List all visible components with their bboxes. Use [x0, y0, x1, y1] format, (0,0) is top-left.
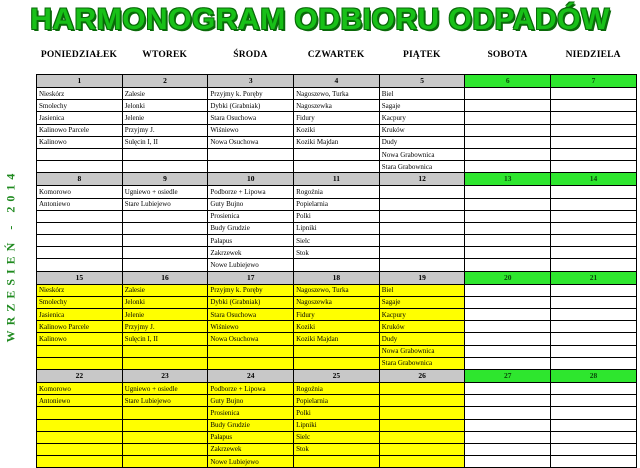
table-cell: Dybki (Grabniak) — [208, 100, 294, 112]
table-cell — [122, 431, 208, 443]
table-cell: Rogoźnia — [294, 382, 380, 394]
table-cell: Rogoźnia — [294, 186, 380, 198]
day-header-5: PIĄTEK — [402, 50, 441, 60]
week-1-day-numbers — [37, 75, 637, 88]
table-cell — [465, 259, 551, 271]
month-label-text: WRZESIEŃ - 2014 — [3, 168, 18, 342]
table-cell — [37, 222, 123, 234]
table-cell: Nowa Osuchowa — [208, 333, 294, 345]
table-row — [37, 148, 637, 160]
week-4-day-numbers — [37, 369, 637, 382]
table-cell — [37, 431, 123, 443]
table-cell — [465, 112, 551, 124]
table-cell — [465, 395, 551, 407]
day-number: 25 — [294, 369, 380, 382]
table-cell — [379, 407, 465, 419]
table-cell — [37, 259, 123, 271]
table-row — [37, 456, 637, 468]
table-cell — [379, 222, 465, 234]
table-cell — [465, 309, 551, 321]
table-cell — [465, 284, 551, 296]
table-cell — [294, 259, 380, 271]
table-cell — [37, 407, 123, 419]
table-cell: Zakrzewek — [208, 247, 294, 259]
table-cell — [465, 124, 551, 136]
table-cell: Dybki (Grabniak) — [208, 296, 294, 308]
table-row — [37, 259, 637, 271]
table-cell — [551, 407, 637, 419]
table-cell — [465, 222, 551, 234]
table-cell: Sagaje — [379, 296, 465, 308]
table-cell — [465, 419, 551, 431]
table-cell: Smolechy — [37, 296, 123, 308]
table-cell — [551, 357, 637, 369]
table-cell — [551, 186, 637, 198]
table-cell: Kalinowo Parcele — [37, 321, 123, 333]
day-number: 22 — [37, 369, 123, 382]
table-cell: Nagoszewo, Turka — [294, 88, 380, 100]
table-cell: Podborze + Lipowa — [208, 382, 294, 394]
table-cell: Popielarnia — [294, 395, 380, 407]
table-row — [37, 345, 637, 357]
table-cell: Sulęcin I, II — [122, 333, 208, 345]
table-cell — [379, 259, 465, 271]
table-cell: Stara Grabownica — [379, 357, 465, 369]
day-header-4: CZWARTEK — [307, 50, 365, 60]
day-number: 5 — [379, 75, 465, 88]
table-cell — [379, 443, 465, 455]
table-cell: Biel — [379, 284, 465, 296]
table-cell — [37, 443, 123, 455]
table-cell — [551, 431, 637, 443]
table-row — [37, 247, 637, 259]
day-number: 12 — [379, 173, 465, 186]
table-cell — [465, 296, 551, 308]
table-cell: Nagoszewo, Turka — [294, 284, 380, 296]
table-row — [37, 407, 637, 419]
day-number: 7 — [551, 75, 637, 88]
table-cell: Stara Osuchowa — [208, 112, 294, 124]
table-cell: Zakrzewek — [208, 443, 294, 455]
table-cell: Nagoszewka — [294, 100, 380, 112]
table-cell — [208, 148, 294, 160]
table-cell — [465, 148, 551, 160]
table-cell: Nowa Grabownica — [379, 345, 465, 357]
table-cell: Podborze + Lipowa — [208, 186, 294, 198]
day-number: 26 — [379, 369, 465, 382]
table-cell: Pałapus — [208, 235, 294, 247]
table-row — [37, 443, 637, 455]
table-cell — [379, 235, 465, 247]
table-cell: Guty Bujno — [208, 395, 294, 407]
table-cell: Guty Bujno — [208, 198, 294, 210]
table-row — [37, 431, 637, 443]
week-3-day-numbers — [37, 271, 637, 284]
table-cell: Jasienica — [37, 309, 123, 321]
day-number: 27 — [465, 369, 551, 382]
day-header-7: NIEDZIELA — [565, 50, 621, 60]
day-number: 21 — [551, 271, 637, 284]
table-cell — [465, 235, 551, 247]
table-cell: Przyjmy J. — [122, 124, 208, 136]
table-cell — [551, 419, 637, 431]
day-number: 3 — [208, 75, 294, 88]
page-title: HARMONOGRAM ODBIORU ODPADÓW — [30, 3, 610, 36]
table-row — [37, 124, 637, 136]
table-cell — [122, 357, 208, 369]
table-cell: Nieskórz — [37, 88, 123, 100]
table-cell — [551, 284, 637, 296]
table-row — [37, 235, 637, 247]
table-cell: Stok — [294, 443, 380, 455]
table-cell: Fidury — [294, 309, 380, 321]
table-row — [37, 321, 637, 333]
table-cell — [551, 235, 637, 247]
table-cell — [551, 296, 637, 308]
table-cell — [122, 456, 208, 468]
table-cell — [465, 357, 551, 369]
table-cell: Antoniewo — [37, 395, 123, 407]
table-cell — [122, 161, 208, 173]
day-number: 9 — [122, 173, 208, 186]
table-cell: Fidury — [294, 112, 380, 124]
table-cell — [465, 136, 551, 148]
table-cell — [379, 210, 465, 222]
table-cell: Koziki — [294, 124, 380, 136]
table-cell — [122, 148, 208, 160]
table-cell: Kruków — [379, 124, 465, 136]
day-number: 14 — [551, 173, 637, 186]
table-cell — [551, 382, 637, 394]
day-number: 24 — [208, 369, 294, 382]
table-cell — [294, 161, 380, 173]
day-number: 18 — [294, 271, 380, 284]
table-cell: Polki — [294, 407, 380, 419]
table-cell — [551, 222, 637, 234]
table-cell — [37, 357, 123, 369]
table-cell — [37, 210, 123, 222]
table-cell — [465, 443, 551, 455]
schedule-table — [36, 74, 637, 468]
table-cell: Polki — [294, 210, 380, 222]
table-cell: Popielarnia — [294, 198, 380, 210]
day-number: 8 — [37, 173, 123, 186]
table-row — [37, 88, 637, 100]
table-cell: Koziki Majdan — [294, 136, 380, 148]
table-cell: Stok — [294, 247, 380, 259]
day-header-2: WTOREK — [142, 50, 188, 60]
table-cell: Lipniki — [294, 419, 380, 431]
table-cell: Dudy — [379, 136, 465, 148]
table-cell — [379, 456, 465, 468]
table-cell: Zalesie — [122, 284, 208, 296]
table-cell — [122, 259, 208, 271]
week-2-day-numbers — [37, 173, 637, 186]
table-cell: Sielc — [294, 431, 380, 443]
table-cell — [465, 407, 551, 419]
day-header-3: ŚRODA — [233, 50, 268, 60]
table-cell — [551, 333, 637, 345]
table-cell: Ugniewo + osiedle — [122, 186, 208, 198]
table-cell — [379, 431, 465, 443]
table-cell — [379, 382, 465, 394]
table-row — [37, 284, 637, 296]
table-cell: Jelonki — [122, 100, 208, 112]
table-cell: Przyjmy J. — [122, 321, 208, 333]
table-cell: Stara Osuchowa — [208, 309, 294, 321]
table-cell — [37, 235, 123, 247]
table-cell: Wiśniewo — [208, 321, 294, 333]
table-cell: Zalesie — [122, 88, 208, 100]
table-cell — [122, 210, 208, 222]
table-cell — [551, 345, 637, 357]
table-cell: Nowa Grabownica — [379, 148, 465, 160]
table-cell: Przyjmy k. Poręby — [208, 284, 294, 296]
day-number: 1 — [37, 75, 123, 88]
table-cell: Stare Lubiejewo — [122, 395, 208, 407]
table-cell: Nowa Osuchowa — [208, 136, 294, 148]
table-cell: Dudy — [379, 333, 465, 345]
table-cell — [379, 395, 465, 407]
table-cell — [122, 443, 208, 455]
table-cell — [551, 247, 637, 259]
table-cell — [551, 112, 637, 124]
table-row — [37, 419, 637, 431]
table-cell — [465, 431, 551, 443]
table-cell — [551, 259, 637, 271]
day-number: 28 — [551, 369, 637, 382]
day-number: 15 — [37, 271, 123, 284]
table-cell — [465, 345, 551, 357]
table-row — [37, 357, 637, 369]
day-number: 17 — [208, 271, 294, 284]
table-cell — [465, 456, 551, 468]
table-cell: Budy Grudzie — [208, 222, 294, 234]
table-row — [37, 186, 637, 198]
table-cell — [551, 395, 637, 407]
table-cell: Ugniewo + osiedle — [122, 382, 208, 394]
day-number: 10 — [208, 173, 294, 186]
table-cell: Nagoszewka — [294, 296, 380, 308]
table-cell — [551, 456, 637, 468]
table-cell — [465, 321, 551, 333]
table-cell: Prosienica — [208, 210, 294, 222]
table-cell: Koziki — [294, 321, 380, 333]
table-cell — [37, 161, 123, 173]
table-cell — [294, 456, 380, 468]
table-cell: Komorowo — [37, 382, 123, 394]
table-cell — [122, 247, 208, 259]
table-cell: Antoniewo — [37, 198, 123, 210]
table-cell — [37, 345, 123, 357]
table-cell — [465, 382, 551, 394]
table-cell: Kruków — [379, 321, 465, 333]
table-row — [37, 161, 637, 173]
table-cell: Kacpury — [379, 309, 465, 321]
table-cell — [465, 161, 551, 173]
table-cell — [379, 186, 465, 198]
table-cell — [465, 210, 551, 222]
table-cell: Nieskórz — [37, 284, 123, 296]
table-cell — [122, 419, 208, 431]
table-cell — [294, 357, 380, 369]
table-cell — [122, 235, 208, 247]
table-cell: Przyjmy k. Poręby — [208, 88, 294, 100]
table-row — [37, 333, 637, 345]
table-cell — [208, 161, 294, 173]
table-row — [37, 309, 637, 321]
table-cell: Jelenie — [122, 112, 208, 124]
table-cell — [294, 345, 380, 357]
table-cell: Komorowo — [37, 186, 123, 198]
table-cell: Smolechy — [37, 100, 123, 112]
table-row — [37, 112, 637, 124]
table-cell: Kalinowo Parcele — [37, 124, 123, 136]
table-cell — [551, 148, 637, 160]
day-number: 6 — [465, 75, 551, 88]
table-row — [37, 296, 637, 308]
day-header-6: SOBOTA — [487, 50, 528, 60]
table-cell: Kacpury — [379, 112, 465, 124]
month-label — [2, 155, 20, 355]
table-cell — [208, 357, 294, 369]
table-row — [37, 198, 637, 210]
table-cell — [37, 247, 123, 259]
table-row — [37, 395, 637, 407]
table-cell: Jasienica — [37, 112, 123, 124]
table-cell — [551, 88, 637, 100]
table-cell: Sagaje — [379, 100, 465, 112]
table-cell — [379, 247, 465, 259]
table-cell: Sielc — [294, 235, 380, 247]
table-cell: Sulęcin I, II — [122, 136, 208, 148]
day-header-1: PONIEDZIAŁEK — [40, 50, 118, 60]
table-cell — [465, 100, 551, 112]
table-cell — [465, 247, 551, 259]
table-cell: Koziki Majdan — [294, 333, 380, 345]
table-cell — [37, 456, 123, 468]
table-cell — [379, 198, 465, 210]
table-cell — [465, 88, 551, 100]
table-cell: Nowe Lubiejewo — [208, 456, 294, 468]
table-cell: Lipniki — [294, 222, 380, 234]
table-cell — [465, 198, 551, 210]
table-cell: Stare Lubiejewo — [122, 198, 208, 210]
table-cell — [465, 186, 551, 198]
table-cell — [551, 136, 637, 148]
day-number: 23 — [122, 369, 208, 382]
table-cell — [551, 321, 637, 333]
table-cell: Wiśniewo — [208, 124, 294, 136]
table-row — [37, 136, 637, 148]
day-headers — [36, 50, 636, 64]
table-cell — [122, 407, 208, 419]
table-cell — [122, 345, 208, 357]
table-cell — [37, 148, 123, 160]
table-cell — [465, 333, 551, 345]
table-cell — [294, 148, 380, 160]
table-cell — [551, 124, 637, 136]
table-cell — [551, 161, 637, 173]
table-cell: Biel — [379, 88, 465, 100]
table-cell — [37, 419, 123, 431]
table-cell: Prosienica — [208, 407, 294, 419]
table-cell — [122, 222, 208, 234]
table-cell: Jelonki — [122, 296, 208, 308]
day-number: 2 — [122, 75, 208, 88]
table-row — [37, 222, 637, 234]
table-cell: Jelenie — [122, 309, 208, 321]
table-cell — [551, 100, 637, 112]
table-cell — [551, 443, 637, 455]
table-cell — [551, 210, 637, 222]
table-cell — [379, 419, 465, 431]
table-cell: Budy Grudzie — [208, 419, 294, 431]
table-cell — [551, 198, 637, 210]
table-cell: Stara Grabownica — [379, 161, 465, 173]
table-row — [37, 210, 637, 222]
table-cell: Kalinowo — [37, 333, 123, 345]
table-cell — [551, 309, 637, 321]
table-cell: Nowe Lubiejewo — [208, 259, 294, 271]
table-cell: Kalinowo — [37, 136, 123, 148]
day-number: 4 — [294, 75, 380, 88]
day-number: 11 — [294, 173, 380, 186]
table-cell: Pałapus — [208, 431, 294, 443]
table-row — [37, 100, 637, 112]
day-number: 13 — [465, 173, 551, 186]
table-cell — [208, 345, 294, 357]
day-number: 19 — [379, 271, 465, 284]
day-number: 20 — [465, 271, 551, 284]
table-row — [37, 382, 637, 394]
day-number: 16 — [122, 271, 208, 284]
